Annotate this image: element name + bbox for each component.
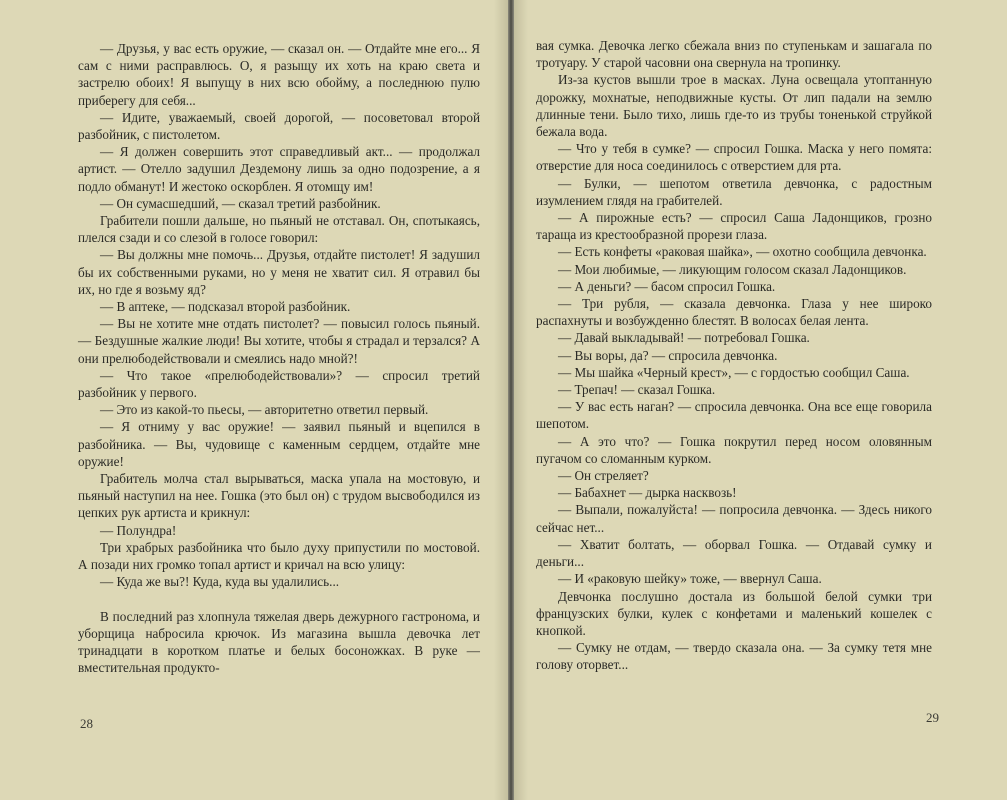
paragraph: — Куда же вы?! Куда, куда вы удалились... [100, 574, 340, 590]
paragraph: — Мои любимые, — ликующим голосом сказал Ладонщиков. [558, 261, 907, 277]
paragraph: — Давай выкладывай! — потребовал Гошка. [558, 330, 810, 346]
paragraph: — Вы воры, да? — спросила девчонка. [558, 347, 778, 363]
paragraph: — И «раковую шейку» тоже, — ввернул Саша. [558, 571, 822, 587]
paragraph: — А деньги? — басом спросил Гошка. [558, 278, 776, 294]
paragraph: Девчонка послушно достала из большой белой сумки три французских булки, кулек с конфетами и маленький кошелек с кнопкой. [536, 588, 932, 638]
section-start-paragraph: В последний раз хлопнула тяжелая дверь дежурного гастронома, и уборщица набросила крючок. Из магазина вышла девочка лет тринадцати в коротком платье и белых босоножках. В руке — вместительная продукто- [78, 608, 480, 676]
paragraph: — Что у тебя в сумке? — спросил Гошка. Маска у него помята: отверстие для носа соединилось с отверстием для рта. [536, 141, 932, 174]
paragraph: Грабители пошли дальше, но пьяный не отставал. Он, спотыкаясь, плелся сзади и со слезой в голосе говорил: [78, 213, 480, 246]
paragraph: — А это что? — Гошка покрутил перед носом оловянным пугачом со сломанным курком. [536, 433, 932, 466]
paragraph: — Я отниму у вас оружие! — заявил пьяный и вцепился в разбойника. — Вы, чудовище с каменным сердцем, отдайте мне оружие! [78, 419, 480, 469]
left-page-text [78, 40, 480, 676]
paragraph: — Идите, уважаемый, своей дорогой, — посоветовал второй разбойник, с пистолетом. [78, 109, 480, 143]
paragraph: — В аптеке, — подсказал второй разбойник. [100, 299, 351, 315]
right-page [514, 0, 1007, 800]
paragraph: Грабитель молча стал вырываться, маска упала на мостовую, и пьяный наступил на нее. Гошка (это был он) с трудом высвободился из цепких рук артиста и крикнул: [78, 471, 480, 521]
paragraph: — А пирожные есть? — спросил Саша Ладонщиков, грозно тараща из крестообразной прорези глаза. [536, 210, 932, 243]
paragraph: — Вы должны мне помочь... Друзья, отдайте пистолет! Я задушил бы их собственными руками, но у меня не хватит сил. Я отравил бы их, но где я возьму яд? [78, 247, 480, 297]
paragraph: — Есть конфеты «раковая шайка», — охотно сообщила девчонка. [558, 244, 927, 260]
paragraph: — Выпали, пожалуйста! — попросила девчонка. — Здесь никого сейчас нет... [536, 502, 932, 535]
paragraph: — Полундра! [100, 522, 177, 538]
paragraph: — Он сумасшедший, — сказал третий разбойник. [100, 195, 381, 211]
paragraph: — Что такое «прелюбодействовали»? — спросил третий разбойник у первого. [78, 367, 480, 401]
paragraph: — У вас есть наган? — спросила девчонка. Она все еще говорила шепотом. [536, 399, 932, 432]
paragraph: — Булки, — шепотом ответила девчонка, с радостным изумлением глядя на грабителей. [536, 175, 932, 208]
page-number: 29 [926, 710, 939, 725]
paragraph: Из-за кустов вышли трое в масках. Луна освещала утоптанную дорожку, мохнатые, неподвижные кусты. От лип падали на землю длинные тени. Было тихо, лишь где-то из трубы тоненькой струйкой бежала вода. [536, 72, 932, 140]
paragraph: — Мы шайка «Черный крест», — с гордостью сообщил Саша. [558, 364, 910, 380]
paragraph: — Вы не хотите мне отдать пистолет? — повысил голось пьяный. — Бездушные жалкие люди! Вы хотите, чтобы я страдал и терзался? А они прелюбодействовали и смеялись надо мной?! [78, 316, 480, 366]
paragraph: — Трепач! — сказал Гошка. [558, 382, 716, 398]
right-page-text [536, 37, 932, 674]
paragraph: — Три рубля, — сказала девчонка. Глаза у нее широко распахнуты и возбужденно блестят. В волосах белая лента. [536, 296, 932, 329]
paragraph: — Бабахнет — дырка насквозь! [558, 485, 737, 501]
paragraph: — Сумку не отдам, — твердо сказала она. — За сумку тетя мне голову оторвет... [536, 640, 932, 673]
paragraph: — Я должен совершить этот справедливый акт... — продолжал артист. — Отелло задушил Дездемону лишь за одно подозрение, а я подло обманут! И жестоко оскорблен. Я отомщу им! [78, 144, 480, 194]
paragraph: — Друзья, у вас есть оружие, — сказал он. — Отдайте мне его... Я сам с ними расправлюсь. О, я разыщу их хоть на краю света и застрелю обоих! Я выпущу в них всю обойму, а последнюю пулю приберегу для себя... [78, 41, 480, 108]
paragraph: — Он стреляет? [558, 468, 649, 484]
page-number: 28 [80, 716, 93, 731]
continued-paragraph: вая сумка. Девочка легко сбежала вниз по ступенькам и зашагала по тротуару. У старой часовни она свернула на тропинку. [536, 38, 932, 71]
paragraph: — Хватит болтать, — оборвал Гошка. — Отдавай сумку и деньги... [536, 536, 932, 570]
paragraph: Три храбрых разбойника что было духу припустили по мостовой. А позади них громко топал артист и кричал на всю улицу: [78, 539, 480, 573]
paragraph: — Это из какой-то пьесы, — авторитетно ответил первый. [100, 402, 429, 418]
